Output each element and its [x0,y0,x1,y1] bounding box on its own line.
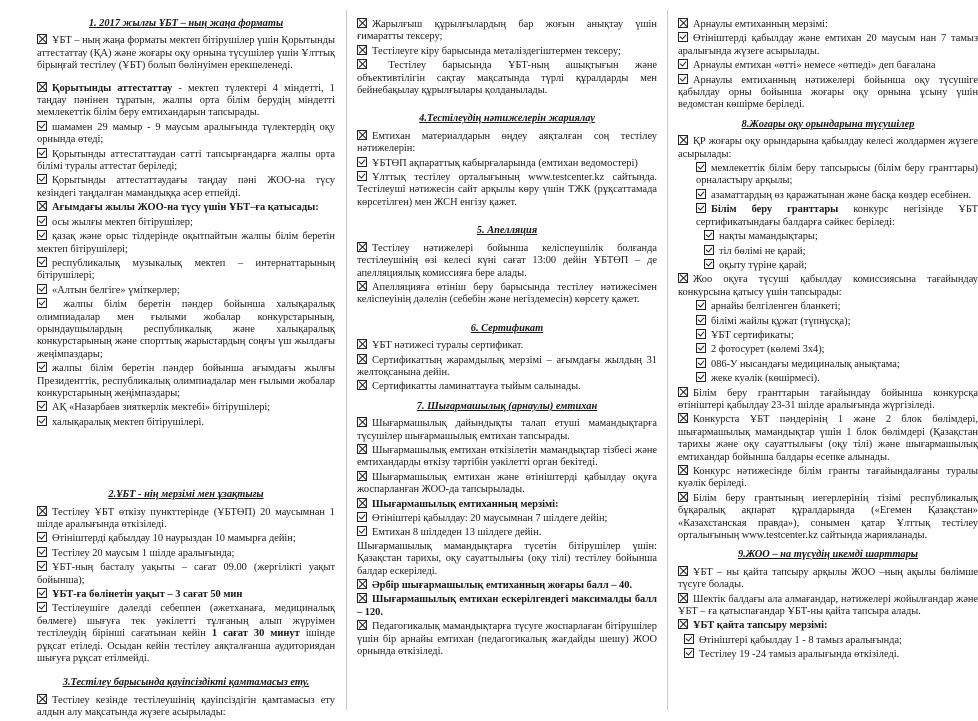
sec9-sub: Тестілеу 19 -24 тамыз аралығында өткізіледі. [678,648,978,661]
current-item: осы жылғы мектеп бітірушілер; [37,216,335,229]
checkbox-cross-icon [37,82,47,92]
checkbox-cross-icon [678,135,688,145]
section-3-heading: 3.Тестілеу барысында қауіпсіздікті қамтамасыз ету. [62,677,310,689]
ka-paragraph: Қорытынды аттестаттау - мектеп түлектері 4 міндетті, 1 таңдау пәнінен тұратын, жалпы орта білім берудің міндетті мемлекеттік білім беру емтихандарын тапсырады. [37,82,335,119]
checkbox-cross-icon [37,506,47,516]
ka-item: шамамен 29 мамыр - 9 маусым аралығында түлектердің оқу орнында өтеді; [37,121,335,146]
current-item: республикалық музыкалық мектеп – интернаттарының бітірушілері; [37,257,335,282]
section-5-heading: 5. Апелляция [476,225,538,237]
sec8-doc: 086-У нысандағы медициналық анықтама; [678,358,978,371]
checkbox-cross-icon [37,694,47,704]
checkbox-cross-icon [678,273,688,283]
sec7-plain: Шығармашылық мамандықтарға түсетін бітірушілер үшін: Қазақстан тарихы, оқу сауаттылығы (оқу тілі) тестілеу бойынша балдар ескеріледі. [357,540,657,577]
sec9-item: Шектік балдағы ала алмағандар, нәтижелері жойылғандар және ҰБТ – ға қатыспағандар ҰБТ-ны қайта тапсыра алады. [678,593,978,618]
checkbox-cross-icon [37,201,47,211]
sec8-intro: ҚР жоғары оқу орындарына қабылдау келесі жолдармен жүзеге асырылады: [678,136,978,160]
sec8-after: Конкурста ҰБТ пәндерінің 1 және 2 блок бөлімдері, шығармашылық мамандықтар үшін 1 блок бөлімдері (Қазақстан тарихы және оқу сауаттылығы (оқу тілі) және шығармашылық емтихандар бойынша балдары есепке алынады. [678,414,978,463]
current-item: АҚ «Назарбаев зияткерлік мектебі» бітірушілері; [37,401,335,414]
checkbox-check-icon [357,512,367,522]
sec5-item: Апелляцияға өтініш беру барысында тестілеу нәтижесімен келіспеуінің дәлелін (себебін және негіздемесін) көрсету қажет. [357,281,657,306]
checkbox-cross-icon [357,130,367,140]
checkbox-check-icon [684,648,694,658]
checkbox-check-icon [357,157,367,167]
sec1-intro: ҰБТ – ның жаңа форматы мектеп бітірушілер үшін Қорытынды аттестаттау (ҚА) және жоғары оқу орнына түсушілер үшін Ұлттық бірыңғай тестілеу (ҰБТ) болып бөлінуімен ерекшеленеді. [37,35,335,72]
section-1-heading: 1. 2017 жылғы ҰБТ – ның жаңа форматы [88,18,284,29]
checkbox-cross-icon [678,566,688,576]
sec2-last-item: Тестілеушіге дәлелді себеппен (әжетханаға, медициналық бөлмеге) шығуға тек уәкілетті тұлғаның алып жүруімен тестілеудің бірінші сағатынан кейін 1 сағат 30 минут ішінде рұқсат етіледі. Осыдан кейін тестілеу аяқталғанша аудиториядан шығуға рұқсат етілмейді. [37,603,335,665]
current-item: халықаралық мектеп бітірушілері. [37,416,335,429]
checkbox-check-icon [37,298,47,308]
checkbox-check-icon [696,315,706,325]
sec2-item: Өтініштерді қабылдау 10 наурыздан 10 мамырға дейін; [37,532,335,545]
checkbox-check-icon [696,189,706,199]
section-8-heading: 8.Жоғары оқу орындарына түсушілер [741,118,915,130]
sec8-doc: ҰБТ сертификаты; [678,329,978,342]
sec4-item: Ұлттық тестілеу орталығының www.testcenter.kz сайтында. Тестілеушi нәтижесiн сайт арқылы көру үшін ТЖК (рұқсаттамада көрсетілген) мен ЖСН енгізу қажет. [357,172,657,208]
column-3 [678,18,978,663]
checkbox-cross-icon [678,18,688,28]
sec7-bold: Шығармашылық емтихан ескерілгендегі максималды балл – 120. [357,594,657,618]
checkbox-cross-icon [678,387,688,397]
sec2-item: Тестілеу 20 маусым 1 шілде аралығында; [37,547,335,560]
sec2-intro: Тестілеу ҰБТ өткізу пункттерінде (ҰБТӨП) 20 маусымнан 1 шілде аралығында өткізіледі. [37,506,335,530]
checkbox-check-icon [37,602,47,612]
current-item: жалпы білім беретін пәндер бойынша халықаралық олимпиадалар мен ғылыми жобалар конкурстарының, орындаушылардың республикалық және халықаралық конкурстарының және спорттық жарыстардың соңғы үш жылдағы жеңімпаздары; [37,299,335,360]
sec8-doc: 2 фотосурет (көлемі 3х4); [678,343,978,356]
checkbox-check-icon [37,561,47,571]
checkbox-check-icon [37,257,47,267]
checkbox-check-icon [696,372,706,382]
checkbox-cross-icon [678,619,688,629]
sec9-sub: Өтініштері қабылдау 1 - 8 тамыз аралығында; [678,634,978,647]
checkbox-cross-icon [678,465,688,475]
checkbox-check-icon [37,230,47,240]
col3-top-item: Өтініштерді қабылдау және емтихан 20 маусым нан 7 тамыз аралығында жүзеге асырылады. [678,33,978,57]
checkbox-cross-icon [357,620,367,630]
checkbox-cross-icon [678,593,688,603]
sec8-docs-intro: Жоо оқуға түсуші қабылдау комиссиясына тағайындау конкурсына қатысу үшін тапсырады: [678,274,978,298]
checkbox-check-icon [704,230,714,240]
sec7-item: Шығармашылық емтихан және өтініштерді қабылдау оқуға жоспарланған ЖОО-да тапсырылады. [357,471,657,496]
sec5-item: Тестілеу нәтижелері бойынша келіспеушілік болғанда тестілеушінің өзі келесі күні сағат 13:00 дейін ҰБТӨП – де апелляциялық комиссияға бере алады. [357,242,657,279]
checkbox-cross-icon [357,45,367,55]
checkbox-check-icon [678,59,688,69]
checkbox-cross-icon [357,18,367,28]
ka-item: Қорытынды аттестаттаудағы таңдау пәні ЖОО-на түсу кезіндегі таңдалған мамандыққа әсер етпейді. [37,175,335,199]
checkbox-cross-icon [357,579,367,589]
sec7-last: Педагогикалық мамандықтарға түсуге жоспарлаған бітірушілер үшін бір арнайы емтихан (педагогикалық жағдайды шешу) ЖОО орнында өткізіледі. [357,621,657,658]
sec9-item: ҰБТ – ны қайта тапсыру арқылы ЖОО –ның ақылы бөлімше түсуге болады. [678,566,978,591]
checkbox-cross-icon [357,471,367,481]
checkbox-check-icon [37,362,47,372]
column-divider [346,10,347,710]
col3-top-item: Арнаулы емтиханның нәтижелері бойынша оқу түсушіге қабылдау орны бойынша жоғары оқу орнына ұсыну үшін ведомстан көшірме беріледі. [678,74,978,111]
section-2-heading: 2.ҰБТ - нің мерзімі мен ұзақтығы [108,489,264,501]
sec8-sub2: нақты мамандықтары; [678,230,978,243]
col3-top-item: Арнаулы емтихан «өтті» немесе «өтпеді» деп бағалана [678,59,978,72]
checkbox-cross-icon [357,417,367,427]
column-2 [357,18,657,659]
checkbox-check-icon [678,74,688,84]
column-1 [37,18,335,721]
sec7-item: Шығармашылық емтихан өткізілетін мамандықтар тізбесі және емтихандарды өткізу тәртібін уәкілетті орган бекітеді. [357,444,657,469]
current-year-heading: Ағымдағы жылы ЖОО-на түсу үшін ҰБТ–ға қатысады: [37,201,335,214]
checkbox-cross-icon [678,492,688,502]
checkbox-cross-icon [357,59,367,69]
sec8-sub2: тіл бөлімі не қарай; [678,245,978,258]
checkbox-check-icon [696,329,706,339]
sec2-item: ҰБТ-ның басталу уақыты – сағат 09.00 (жергілікті уақыт бойынша); [37,562,335,586]
sec7-sub: Өтініштері қабылдау: 20 маусымнан 7 шілдеге дейін; [357,512,657,525]
checkbox-cross-icon [678,413,688,423]
checkbox-check-icon [37,416,47,426]
sec8-after: Білім беру гранттарын тағайындау бойынша конкурсқа өтініштері қабылдау 23-31 шілде аралығында жүргізіледі. [678,387,978,411]
checkbox-cross-icon [357,593,367,603]
checkbox-check-icon [696,358,706,368]
checkbox-cross-icon [357,354,367,364]
checkbox-cross-icon [357,242,367,252]
checkbox-check-icon [704,245,714,255]
sec7-bold: Әрбір шығармашылық емтиханның жоғары балл – 40. [357,579,657,592]
checkbox-check-icon [37,588,47,598]
checkbox-check-icon [37,216,47,226]
checkbox-check-icon [684,634,694,644]
sec8-after: Конкурс нәтижесінде білім гранты тағайындалғаны туралы куәлік беріледі. [678,466,978,490]
sec8-sub: азаматтардың өз қаражатынан және басқа көздер есебінен. [678,189,978,202]
checkbox-cross-icon [357,498,367,508]
checkbox-check-icon [696,343,706,353]
section-4-heading: 4.Тестілеудің нәтижелерін жариялау [419,113,595,125]
sec2-bold-item: ҰБТ-ға бөлінетін уақыт – 3 сағат 50 мин [37,588,335,601]
checkbox-cross-icon [357,380,367,390]
sec8-doc: жеке куәлік (көшірмесі). [678,372,978,385]
checkbox-cross-icon [357,281,367,291]
checkbox-check-icon [696,162,706,172]
sec9-bold: ҰБТ қайта тапсыру мерзімі: [678,619,978,632]
sec4-intro: Емтихан материалдарын өңдеу аяқталған соң тестілеу нәтижелерін: [357,130,657,155]
current-item: жалпы білім беретін пәндер бойынша ағымдағы жылғы Президенттік, республикалық олимпиадалар мен ғылыми жобалар конкурстарының жеңімпаздары; [37,363,335,399]
checkbox-check-icon [357,526,367,536]
section-7-heading: 7. Шығармашылық (арнаулы) емтихан [416,400,598,412]
checkbox-check-icon [37,401,47,411]
checkbox-check-icon [696,203,706,213]
ka-item: Қорытынды аттестаттаудан сәтті тапсырғандарға жалпы орта білімі туралы аттестат беріледі; [37,148,335,173]
sec6-item: Сертификаттың жарамдылық мерзімі – ағымдағы жылдың 31 желтоқсанына дейін. [357,354,657,378]
sec3-item: Тестілеу кезінде тестілеушінің қауіпсіздігін қамтамасыз ету алдын алу мақсатында жүзеге асырылады: [37,694,335,719]
checkbox-check-icon [357,171,367,181]
checkbox-check-icon [37,284,47,294]
checkbox-check-icon [696,300,706,310]
sec7-bold: Шығармашылық емтиханның мерзімі: [357,498,657,511]
section-6-heading: 6. Сертификат [470,322,544,334]
sec7-sub: Емтихан 8 шілдеден 13 шілдеге дейін. [357,526,657,539]
sec8-grant: Білім беру гранттары конкурс негізінде ҰБТ сертификатындағы балдарға сәйкес беріледі: [696,204,978,228]
sec4-item: ҰБТӨП ақпараттық кабырғаларында (емтихан ведомостері) [357,157,657,170]
checkbox-check-icon [37,148,47,158]
checkbox-cross-icon [37,34,47,44]
sec8-sub: мемлекеттік білім беру тапсырысы (білім беру гранттары) орналастыру арқылы; [696,163,978,187]
col2-top-item: Жарылғыш құрылғылардың бар жоғын анықтау үшін ғимаратты тексеру; [357,19,657,43]
sec8-doc: арнайы белгіленген бланкеті; [678,300,978,313]
col3-top-item: Арнаулы емтиханның мерзімі: [678,18,978,31]
checkbox-check-icon [37,121,47,131]
current-item: қазақ және орыс тілдерінде оқытпайтын жалпы білім беретін мектеп бітірушілері; [37,231,335,255]
col2-top-item: Тестілеуге кіру барысында металіздегіштермен тексеру; [357,45,657,58]
checkbox-cross-icon [357,339,367,349]
column-divider [667,10,668,710]
checkbox-check-icon [37,547,47,557]
col2-top-item: Тестілеу барысында ҰБТ-ның ашықтығын және объективтілігін сақтау мақсатында түрлі құралдарды мен бейнебақылау құрылғылары қолданылады. [357,60,657,97]
sec6-item: ҰБТ нәтижесі туралы сертификат. [357,339,657,352]
section-9-heading: 9.ЖОО – на түсудің икемді шарттары [737,549,919,561]
sec8-sub2: оқыту түріне қарай; [678,259,978,272]
checkbox-check-icon [37,174,47,184]
sec7-item: Шығармашылық дайындықты талап етуші мамандықтарға түсушілер шығармашылық емтихан тапсырады. [357,418,657,442]
checkbox-cross-icon [357,444,367,454]
sec8-after: Білім беру грантының иегерлерінің тізімі республикалық бұқаралық ақпарат құралдарында («Егемен Қазақстан» «Казахстанская правда»), сонымен қатар Ұлттық тестілеу орталығының www.testcenter.kz сайтында жарияланады. [678,492,978,542]
checkbox-check-icon [704,259,714,269]
sec6-item: Сертификатты ламинаттауға тыйым салынады. [357,380,657,393]
checkbox-check-icon [37,532,47,542]
sec8-doc: білімі жайлы құжат (түпнұсқа); [678,315,978,328]
checkbox-check-icon [678,32,688,42]
current-item: «Алтын белгіге» үміткерлер; [37,284,335,297]
